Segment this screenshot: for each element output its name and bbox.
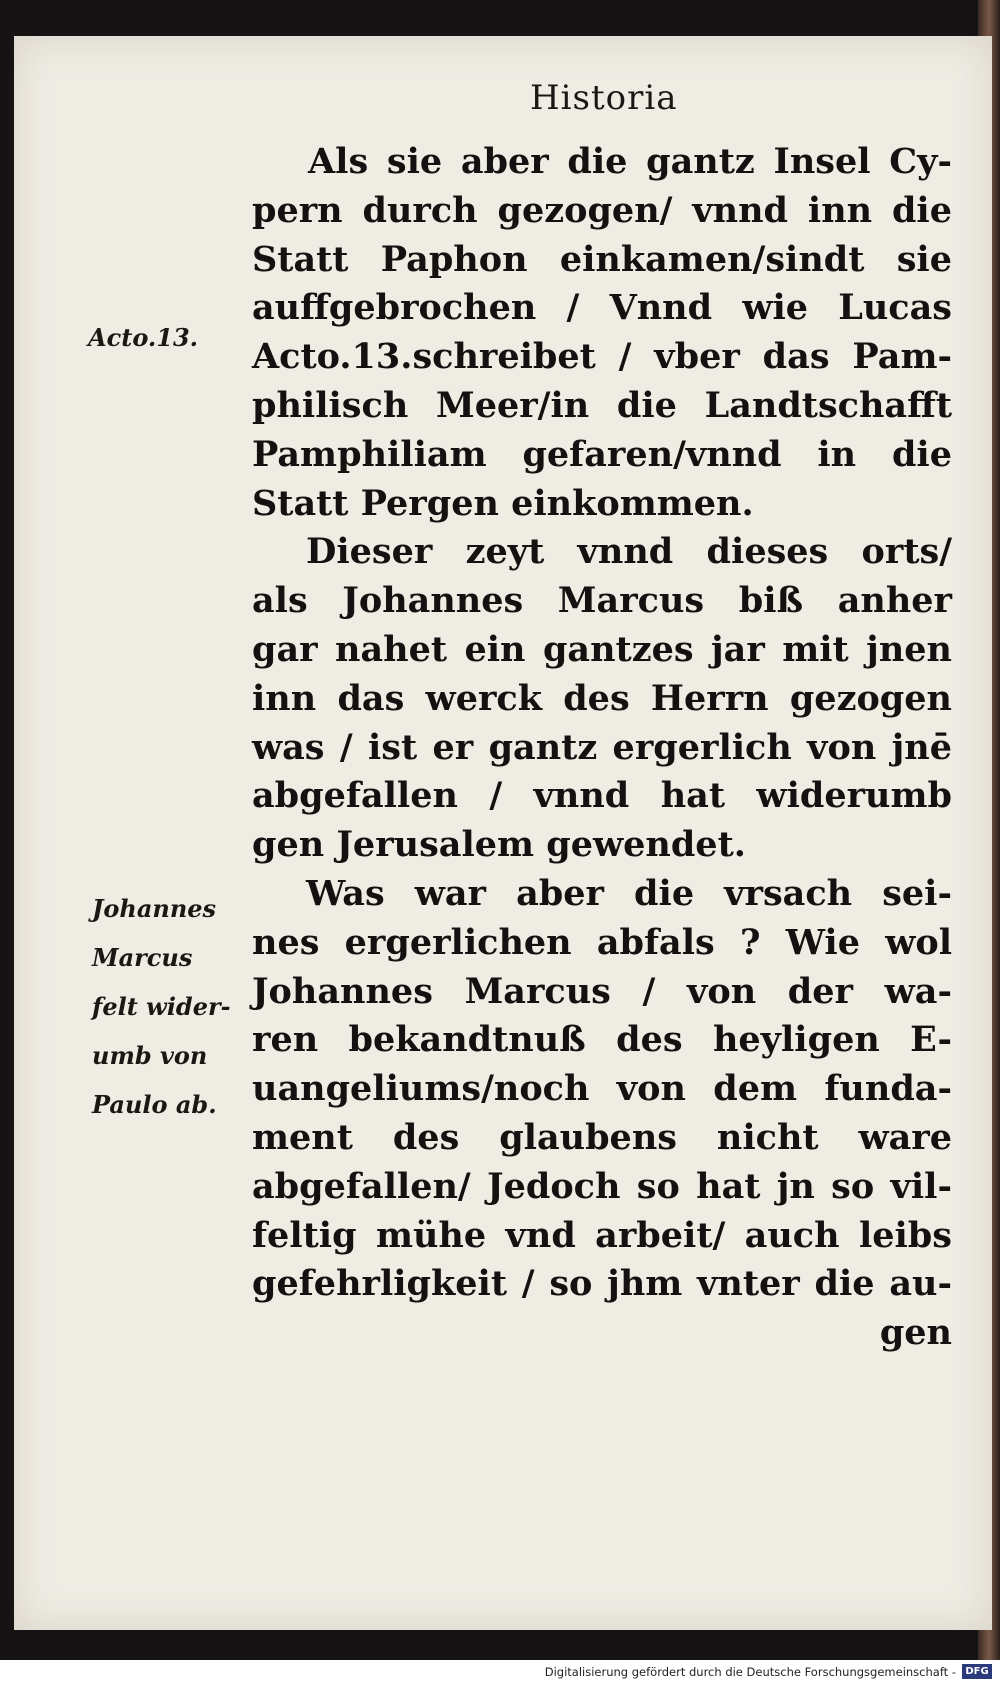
marginal-note-line: Paulo ab.	[92, 1090, 217, 1119]
text-line: gefehrligkeit / so jhm vnter die au-	[252, 1263, 952, 1305]
marginal-note-line: felt wider-	[92, 992, 231, 1021]
text-line: abgefallen / vnnd hat widerumb	[252, 775, 952, 817]
text-line: feltig mühe vnd arbeit/ auch leibs	[252, 1214, 952, 1256]
text-line: pern durch gezogen/ vnnd inn die	[252, 189, 952, 231]
text-line: Was war aber die vrsach sei-	[306, 872, 952, 914]
text-line: Pamphiliam gefaren/vnnd in die	[252, 433, 952, 475]
text-line: Statt Paphon einkamen/sindt sie	[252, 238, 952, 280]
text-line: philisch Meer/in die Landtschafft	[252, 384, 952, 426]
footer-credit: Digitalisierung gefördert durch die Deutsche Forschungsgemeinschaft -	[544, 1665, 956, 1679]
marginal-note-acto: Acto.13.	[88, 323, 199, 352]
text-line: Acto.13.schreibet / vber das Pam-	[252, 336, 952, 378]
text-line: uangeliums/noch von dem funda-	[252, 1068, 952, 1110]
text-line: ment des glaubens nicht ware	[252, 1116, 952, 1158]
dfg-logo: DFG	[962, 1664, 992, 1679]
marginal-note-johannes	[92, 884, 231, 1129]
body-text	[252, 138, 952, 1358]
text-line: auffgebrochen / Vnnd wie Lucas	[252, 287, 952, 329]
text-line: ren bekandtnuß des heyligen E-	[252, 1019, 952, 1061]
text-line: nes ergerlichen abfals ? Wie wol	[252, 921, 952, 963]
text-line: Statt Pergen einkommen.	[252, 482, 754, 524]
text-line: gar nahet ein gantzes jar mit jnen	[252, 628, 952, 670]
text-line: als Johannes Marcus biß anher	[252, 580, 952, 622]
marginal-note-line: Marcus	[92, 943, 193, 972]
running-head: Historia	[530, 78, 678, 118]
text-line: inn das werck des Herrn gezogen	[252, 677, 952, 719]
text-line: Dieser zeyt vnnd dieses orts/	[306, 531, 952, 573]
text-line: gen Jerusalem gewendet.	[252, 824, 746, 866]
marginal-note-line: Johannes	[92, 894, 217, 923]
text-line: Johannes Marcus / von der wa-	[252, 970, 952, 1012]
marginal-note-line: umb von	[92, 1041, 208, 1070]
text-line: was / ist er gantz ergerlich von jnē	[252, 726, 952, 768]
catchword: gen	[879, 1312, 952, 1354]
text-line: abgefallen/ Jedoch so hat jn so vil-	[252, 1165, 952, 1207]
text-line: Als sie aber die gantz Insel Cy-	[308, 141, 952, 182]
